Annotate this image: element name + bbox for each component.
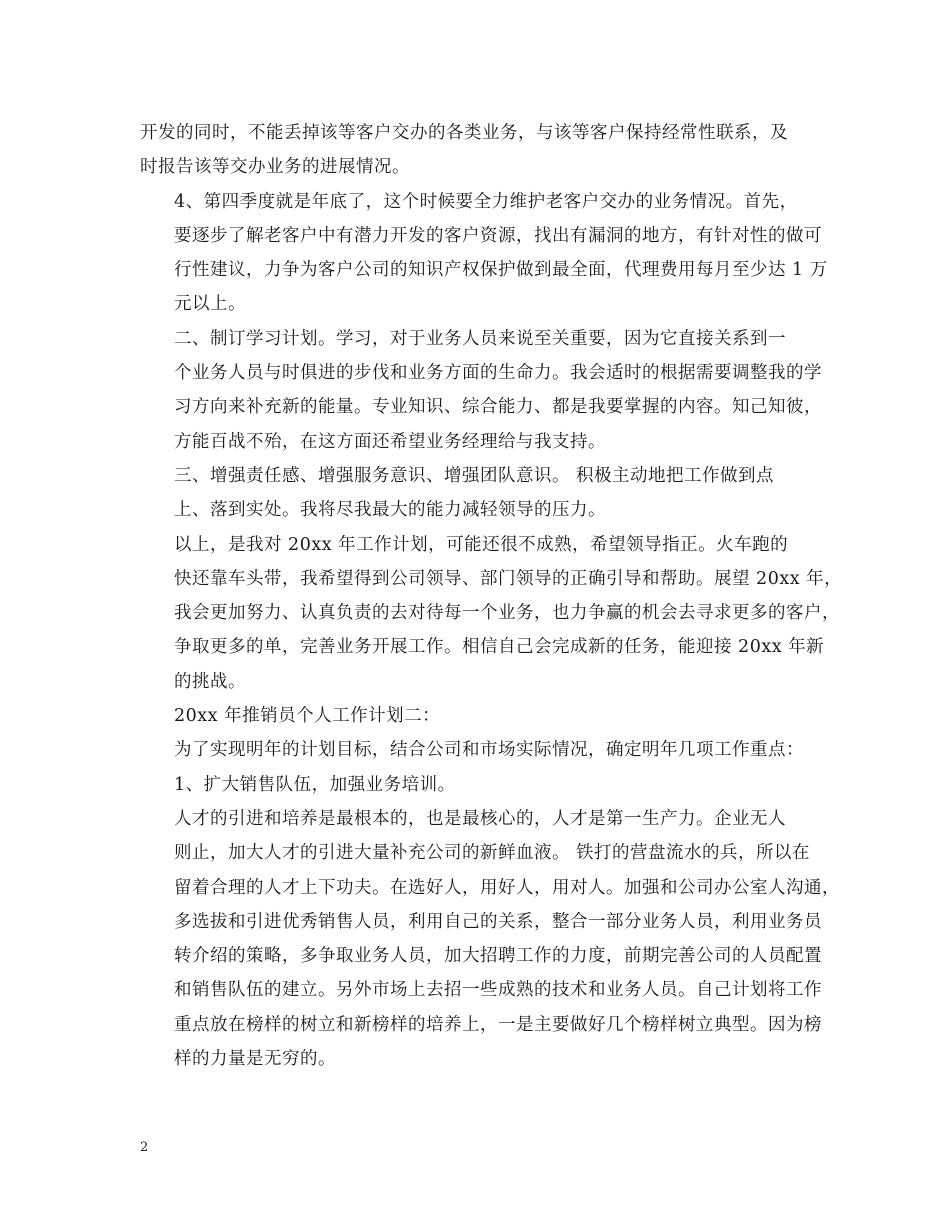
page-number: 2 <box>140 1140 149 1155</box>
paragraph <box>140 185 830 322</box>
paragraph-line: 多选拔和引进优秀销售人员，利用自己的关系，整合一部分业务人员，利用业务员 <box>174 911 822 932</box>
paragraph-line: 为了实现明年的计划目标，结合公司和市场实际情况，确定明年几项工作重点： <box>174 740 804 761</box>
paragraph-line: 我会更加努力、认真负责的去对待每一个业务，也力争赢的机会去寻求更多的客户， <box>174 603 840 624</box>
paragraph-line: 要逐步了解老客户中有潜力开发的客户资源，找出有漏洞的地方，有针对性的做可 <box>174 225 822 246</box>
paragraph-line: 人才的引进和培养是最根本的，也是最核心的，人才是第一生产力。企业无人 <box>174 808 786 829</box>
paragraph-line: 重点放在榜样的树立和新榜样的培养上，一是主要做好几个榜样树立典型。因为榜 <box>174 1014 822 1035</box>
paragraph <box>140 459 830 528</box>
paragraph-line: 行性建议，力争为客户公司的知识产权保护做到最全面，代理费用每月至少达 1 万 <box>174 260 828 281</box>
paragraph-line: 时报告该等交办业务的进展情况。 <box>140 157 410 178</box>
paragraph-line: 则止，加大人才的引进大量补充公司的新鲜血液。 铁打的营盘流水的兵，所以在 <box>174 843 811 864</box>
paragraph-line: 方能百战不殆，在这方面还希望业务经理给与我支持。 <box>174 431 606 452</box>
paragraph-line: 快还靠车头带，我希望得到公司领导、部门领导的正确引导和帮助。展望 20xx 年， <box>174 568 843 589</box>
paragraph <box>140 768 830 802</box>
paragraph <box>140 116 830 185</box>
paragraph-line: 争取更多的单，完善业务开展工作。相信自己会完成新的任务，能迎接 20xx 年新 <box>174 637 825 658</box>
paragraph-line: 20xx 年推销员个人工作计划二： <box>174 706 441 727</box>
paragraph-line: 习方向来补充新的能量。专业知识、综合能力、都是我要掌握的内容。知己知彼， <box>174 397 822 418</box>
paragraph-line: 三、增强责任感、增强服务意识、增强团队意识。 积极主动地把工作做到点 <box>174 465 775 486</box>
paragraph-line: 和销售队伍的建立。另外市场上去招一些成熟的技术和业务人员。自己计划将工作 <box>174 980 822 1001</box>
paragraph-line: 样的力量是无穷的。 <box>174 1049 336 1070</box>
paragraph <box>140 802 840 1076</box>
paragraph <box>140 733 830 767</box>
paragraph-line: 1、扩大销售队伍，加强业务培训。 <box>174 774 456 795</box>
paragraph-line: 转介绍的策略，多争取业务人员，加大招聘工作的力度，前期完善公司的人员配置 <box>174 946 822 967</box>
paragraph-line: 二、制订学习计划。学习，对于业务人员来说至关重要，因为它直接关系到一 <box>174 328 786 349</box>
paragraph-line: 留着合理的人才上下功夫。在选好人，用好人，用对人。加强和公司办公室人沟通， <box>174 877 840 898</box>
paragraph <box>140 528 843 699</box>
paragraph-line: 开发的同时，不能丢掉该等客户交办的各类业务，与该等客户保持经常性联系，及 <box>140 123 788 143</box>
paragraph-line: 4、第四季度就是年底了，这个时候要全力维护老客户交办的业务情况。首先， <box>174 191 798 212</box>
paragraph-line: 的挑战。 <box>174 671 246 692</box>
paragraph <box>140 322 830 459</box>
paragraph-line: 个业务人员与时俱进的步伐和业务方面的生命力。我会适时的根据需要调整我的学 <box>174 363 822 384</box>
document-body <box>140 116 843 1076</box>
paragraph-line: 元以上。 <box>174 294 246 315</box>
paragraph <box>140 699 830 733</box>
paragraph-line: 上、落到实处。我将尽我最大的能力减轻领导的压力。 <box>174 500 606 521</box>
paragraph-line: 以上，是我对 20xx 年工作计划，可能还很不成熟，希望领导指正。火车跑的 <box>174 534 789 555</box>
